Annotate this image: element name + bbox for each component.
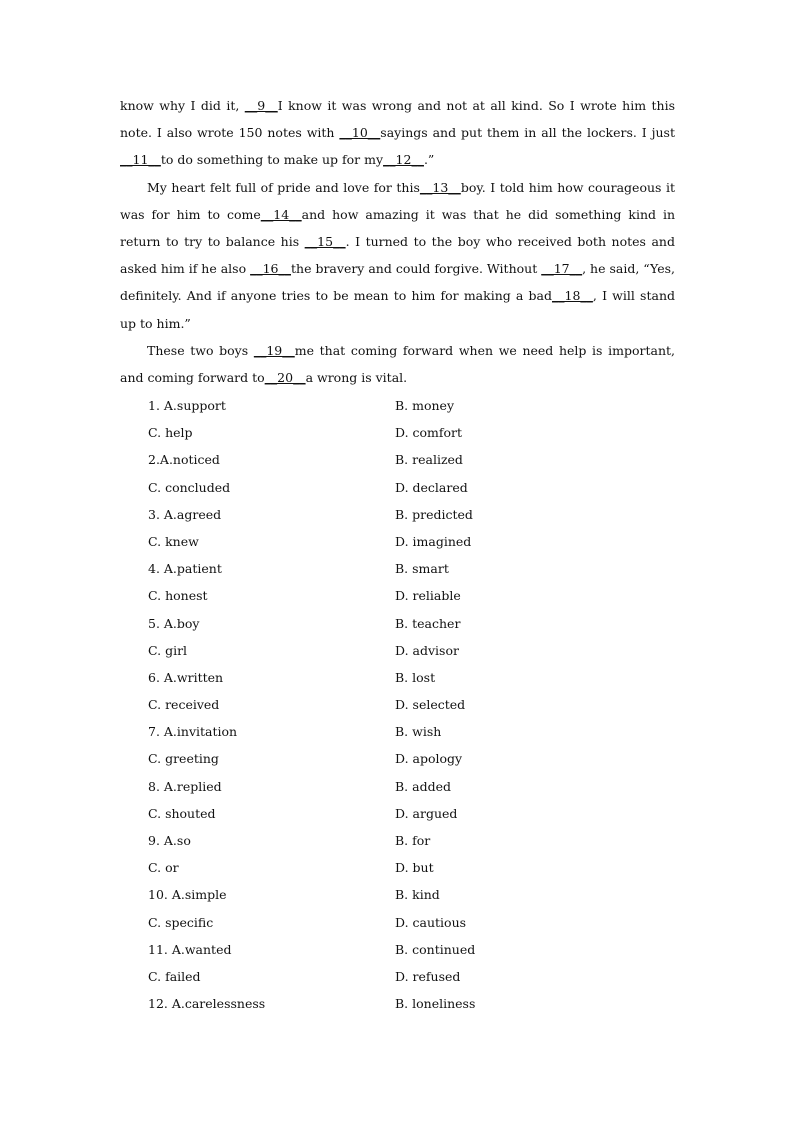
option-left: 4. A.patient (148, 561, 222, 577)
option-right: B. smart (395, 561, 449, 577)
passage-text: sayings and put them in all the lockers. I just (380, 125, 675, 141)
cloze-blank: __9__ (244, 98, 278, 113)
option-row (148, 909, 668, 936)
option-right: D. imagined (395, 533, 472, 549)
cloze-blank: __14__ (260, 206, 302, 222)
option-row (148, 827, 668, 854)
option-row (148, 392, 668, 419)
option-row (148, 773, 668, 800)
passage-text: to do something to make up for my (160, 152, 384, 168)
option-right: D. reliable (395, 588, 461, 604)
cloze-blank: __10__ (339, 125, 381, 141)
option-left: 8. A.replied (148, 778, 222, 794)
option-row (148, 501, 668, 528)
option-left: C. knew (148, 533, 199, 549)
passage-text: These two boys (147, 342, 254, 358)
option-left: C. greeting (148, 751, 219, 767)
option-row (148, 446, 668, 473)
option-right: B. predicted (395, 506, 473, 522)
passage-text: . I turned to the boy who received both notes and asked him if he also (120, 234, 675, 277)
option-row (148, 664, 668, 691)
option-left: 10. A.simple (148, 887, 227, 903)
option-row (148, 881, 668, 908)
cloze-blank: __18__ (552, 288, 593, 304)
cloze-passage (120, 92, 675, 391)
option-right: D. cautious (395, 914, 467, 930)
option-row (148, 745, 668, 772)
cloze-blank: __16__ (250, 261, 291, 277)
option-right: D. argued (395, 805, 458, 821)
option-row (148, 963, 668, 990)
option-left: C. or (148, 860, 179, 876)
option-row (148, 419, 668, 446)
option-right: B. realized (395, 452, 463, 468)
option-left: 9. A.so (148, 833, 191, 848)
cloze-blank: __20__ (264, 370, 306, 386)
passage-text: , I will stand up to him.” (120, 288, 675, 331)
option-row (148, 610, 668, 637)
option-row (148, 718, 668, 745)
option-right: B. continued (395, 941, 476, 957)
option-right: D. advisor (395, 642, 459, 658)
option-left: C. concluded (148, 479, 231, 495)
option-right: B. added (395, 778, 451, 794)
option-right: D. comfort (395, 425, 463, 441)
passage-text: I know it was wrong and not at all kind. So I wrote him this note. I also wrote 150 notes with (120, 98, 675, 141)
option-left: C. honest (148, 588, 208, 604)
option-row (148, 691, 668, 718)
option-left: 12. A.carelessness (148, 996, 266, 1012)
option-left: 2.A.noticed (148, 452, 220, 468)
cloze-blank: __19__ (253, 342, 295, 358)
option-row (148, 990, 668, 1017)
passage-paragraph (120, 174, 675, 337)
passage-text: , he said, “Yes, definitely. And if anyone tries to be mean to him for making a bad (120, 261, 675, 304)
passage-text: and how amazing it was that he did something kind in return to try to balance his (120, 206, 675, 250)
cloze-blank: __17__ (541, 261, 583, 277)
cloze-blank: __15__ (304, 234, 346, 250)
option-right: B. money (395, 398, 455, 413)
option-row (148, 637, 668, 664)
passage-text: the bravery and could forgive. Without (291, 261, 542, 277)
option-right: D. refused (395, 968, 461, 984)
cloze-blank: __11__ (120, 152, 161, 168)
option-right: B. lost (395, 669, 436, 685)
option-left: 7. A.invitation (148, 724, 238, 740)
option-right: D. declared (395, 479, 468, 495)
option-row (148, 854, 668, 881)
option-row (148, 528, 668, 555)
cloze-blank: __13__ (419, 179, 461, 195)
option-right: B. for (395, 833, 431, 848)
option-left: C. received (148, 697, 220, 713)
option-right: D. selected (395, 697, 466, 713)
option-left: C. help (148, 425, 193, 441)
option-right: D. apology (395, 751, 463, 767)
option-row (148, 800, 668, 827)
option-right: D. but (395, 860, 434, 876)
option-left: 11. A.wanted (148, 941, 232, 957)
option-left: C. specific (148, 914, 214, 930)
option-right: B. loneliness (395, 996, 476, 1012)
passage-paragraph (120, 92, 675, 174)
passage-paragraph (120, 337, 675, 391)
passage-text: .” (423, 152, 435, 168)
option-left: C. failed (148, 968, 201, 984)
option-left: 5. A.boy (148, 615, 200, 631)
option-row (148, 582, 668, 609)
option-left: 1. A.support (148, 398, 226, 413)
option-left: C. girl (148, 642, 188, 658)
option-right: B. teacher (395, 615, 461, 631)
option-left: 6. A.written (148, 669, 224, 685)
cloze-blank: __12__ (383, 152, 424, 168)
option-right: B. kind (395, 887, 440, 903)
option-right: B. wish (395, 724, 442, 740)
answer-options (148, 392, 668, 1017)
passage-text: me that coming forward when we need help is important, and coming forward to (120, 342, 675, 386)
passage-text: boy. I told him how courageous it was for him to come (120, 179, 675, 222)
passage-text: My heart felt full of pride and love for this (147, 179, 420, 195)
option-left: C. shouted (148, 805, 216, 821)
option-row (148, 936, 668, 963)
passage-text: know why I did it, (120, 98, 245, 113)
option-row (148, 555, 668, 582)
option-left: 3. A.agreed (148, 506, 222, 522)
passage-text: a wrong is vital. (305, 370, 408, 386)
option-row (148, 474, 668, 501)
